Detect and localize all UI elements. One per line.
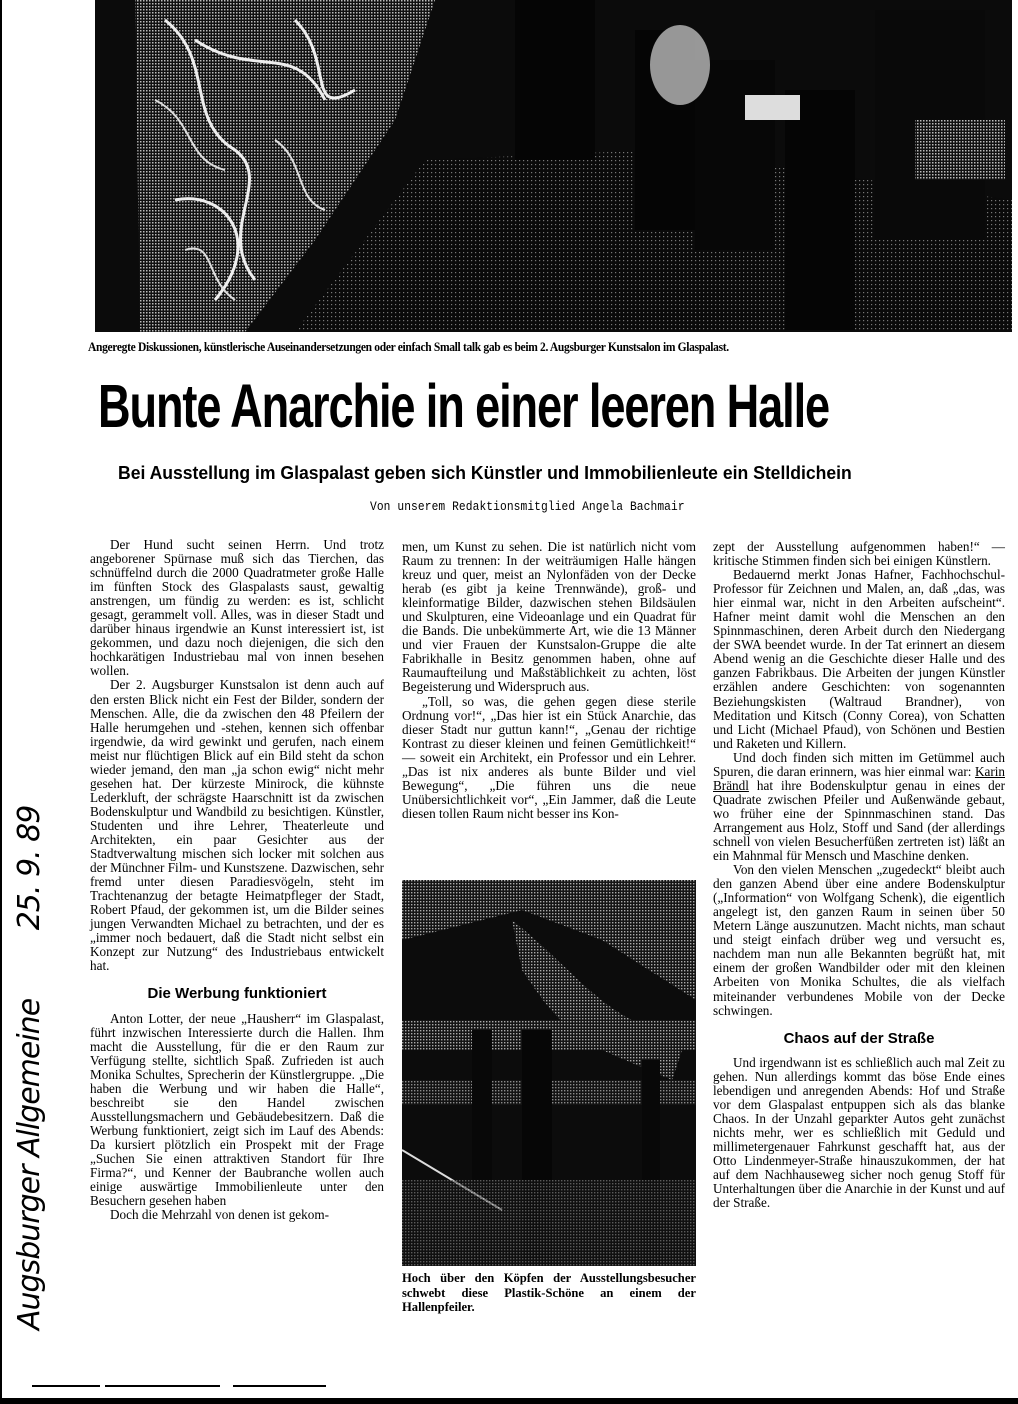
paragraph [713, 751, 1005, 863]
photo-graphic [95, 0, 1012, 332]
paragraph: men, um Kunst zu sehen. Die ist natürlich nicht vom Raum zu trennen: In der weiträumigen Halle hängen kreuz und quer, meist an Nylonfäden von der Decke herab (es gibt ja keine Trennwände), groß- und kleinformatige Bilder, dazwischen stehen Bildsäulen und Skulpturen, eine Videoanlage und ein Quadrat für die Bands. Die unbekümmerte Art, wie die 13 Männer und vier Frauen der Kunstsalon-Gruppe die alte Fabrikhalle in Besitz genommen haben, ohne auf Raumaufteilung und Maßstäblichkeit zu achten, löst Begeisterung und Widerspruch aus. [402, 539, 696, 695]
paragraph: Und irgendwann ist es schließlich auch mal Zeit zu gehen. Nun allerdings kommt das böse Ende eines lebendigen und anregenden Abends: Hof und Straße vor dem Glaspalast entpuppen sich als das blanke Chaos. In der Unzahl geparkter Autos geht zunächst nichts mehr, wer es schließlich mit Geduld und millimetergenauer Fahrkunst geschafft hat, aus der Otto Lindenmeyer-Straße hinauszukommen, der hat auf dem Nachhauseweg sicher noch genug Stoff für Unterhaltungen über die Anarchie in der Kunst und auf der Straße. [713, 1054, 1005, 1211]
paragraph: Der 2. Augsburger Kunstsalon ist denn auch auf den ersten Blick nicht ein Fest der Bilder, sondern der Menschen. Alle, die da zwischen den 48 Pfeilern der Halle herumgehen und -stehen, kennen sich offenbar irgendwie, da wird gewinkt und gerufen, nach einem meist nur flüchtigen Blick auf ein Bild steht da schon wieder jemand, den man „ja schon ewig“ nicht mehr gesehen hat. Der kürzeste Minirock, die kühnste Lederkluft, der schrägste Haarschnitt ist da zwischen Bodenskulptur und Wandbild zu besichtigen. Künstler, Studenten und ihre Lehrer, Theaterleute und Architekten, ein paar Gesichter aus der Stadtverwaltung mischen sich locker mit solchen aus der Münchner Film- und Kunstszene. Dazwischen, sehr fremd unter diesen Paradiesvögeln, steht im Trachtenanzug der betagte Heimatpfleger der Stadt, Robert Pfaud, der gekommen ist, um die Bilder seines jungen Verwandten Michael zu betrachten, und der es „immer noch bedauert, daß die Stadt nicht selbst ein Konzept zur Nutzung“ des Industriebaus entwickelt hat. [90, 677, 384, 974]
section-heading: Chaos auf der Straße [783, 1029, 935, 1047]
scan-bottom-border [0, 1398, 1018, 1404]
handwritten-source-note [12, 770, 72, 1330]
paragraph: Bedauernd merkt Jonas Hafner, Fachhochschul-Professor für Zeichnen und Malen, an, daß „das, was hier einmal war, nicht in den Arbeiten aufscheint“. Hafner meint damit wohl die Menschen an den Spinnmaschinen, deren Arbeit durch den Niedergang der SWA beendet wurde. In der Tat erinnert an diesem Abend wenig an die Geschichte dieser Halle und des ganzen Fabrikbaus. Die Arbeiten der jungen Künstler erzählen andere Geschichten: von sogenannten Beziehungskisten (Waltraud Brandner), von Meditation und Kitsch (Conny Corea), von Schatten und Licht (Michael Pfaud), von Schönen und Bestien und Raketen und Killern. [713, 567, 1005, 751]
paragraph: Der Hund sucht seinen Herrn. Und trotz angeborener Spürnase muß sich das Tierchen, das schnüffelnd durch die 2000 Quadratmeter große Halle im fünften Stock des Glaspalasts saust, gewaltig anstrengen, um fündig zu werden: es ist, schlicht gesagt, gerammelt voll. Alles, was in dieser Stadt und darüber hinaus irgendwie an Kunst interessiert ist, ist gekommen, und dazu noch diejenigen, die sich den hochkarätigen Industriebau mal von innen besehen wollen. [90, 537, 384, 679]
article-column-3 [713, 540, 1005, 1210]
bottom-rule [105, 1385, 220, 1387]
exhibition-hall-photo [95, 0, 1012, 332]
paragraph: zept der Ausstellung aufgenommen haben!“ — kritische Stimmen finden sich bei einigen Künstlern. [713, 539, 1005, 569]
top-photo-caption: Angeregte Diskussionen, künstlerische Auseinandersetzungen oder einfach Small talk gab es beim 2. Augsburger Kunstsalon im Glaspalast. [88, 340, 729, 354]
paragraph: Von den vielen Menschen „zugedeckt“ bleibt auch den ganzen Abend über eine andere Bodenskulptur („Information“ von Wolfgang Schenk), die eigentlich angelegt ist, den ganzen Raum in seinen über 50 Metern Länge auszunutzen. Macht nichts, man schaut und steigt einfach drüber weg und versucht es, nachdem man nun alle Bekannten begrüßt hat, mit einem der großen Wandbilder oder mit den kleinen Arbeiten von Monika Schultes, die als vielfach miteinander verbundenes Mobile von der Decke schwingen. [713, 862, 1005, 1018]
headline: Bunte Anarchie in einer leeren Halle [98, 372, 830, 440]
sculpture-photo-caption: Hoch über den Köpfen der Ausstellungsbesucher schwebt diese Plastik-Schöne an einem der Hallenpfeiler. [402, 1271, 696, 1314]
bottom-rule [233, 1385, 326, 1387]
scan-left-border [0, 0, 2, 1404]
photo-graphic [402, 880, 696, 1266]
subheadline: Bei Ausstellung im Glaspalast geben sich Künstler und Immobilienleute ein Stelldichein [118, 462, 852, 483]
paragraph: „Toll, so was, die gehen gegen diese sterile Ordnung vor!“, „Das hier ist ein Stück Anarchie, das dieser Stadt nur guttun kann!“, „Genau der richtige Kontrast zu dieser kleinen und feinen Gemütlichkeit!“ — soweit ein Architekt, ein Professor und ein Lehrer. „Das ist nix anderes als bunte Bilder und viel Bewegung“, „Die führen uns die neue Unübersichtlichkeit vor“, „Ein Jammer, daß die Leute diesen tollen Raum nicht besser ins Kon- [402, 693, 696, 821]
byline: Von unserem Redaktionsmitglied Angela Bachmair [370, 500, 685, 514]
sculpture-photo [402, 880, 696, 1266]
text-run: hat ihre Bodenskulptur genau in eines der Quadrate zwischen Pfeiler und Außenwände gebaut, wo früher eine der Spinnmaschinen stand. Das Arrangement aus Holz, Stoff und Sand (der allerdings schnell von vielen Besucherfüßen zertreten ist) läßt an ein Mahnmal für Mensch und Maschine denken. [713, 777, 1005, 864]
handwritten-source: Augsburger Allgemeine [12, 998, 47, 1330]
section-heading: Die Werbung funktioniert [147, 985, 327, 1003]
bottom-rule [32, 1385, 100, 1387]
underlined-name: Karin Brändl [713, 763, 1005, 793]
article-column-2 [402, 540, 696, 821]
article-column-1 [90, 538, 384, 1222]
handwritten-date: 25. 9. 89 [12, 805, 47, 931]
paragraph: Anton Lotter, der neue „Hausherr“ im Glaspalast, führt inzwischen Interessierte durch die Hallen. Ihm macht die Ausstellung, für die er den Raum zur Verfügung stellte, sichtlich Spaß. Zufrieden ist auch Monika Schultes, Sprecherin der Künstlergruppe. „Die haben die Werbung und wir haben die Halle“, beschreibt sie den Handel zwischen Ausstellungsmachern und Gebäudebesitzern. Daß die Werbung funktioniert, zeigt sich im Lauf des Abends: Da kursiert plötzlich ein Prospekt mit der Frage „Suchen Sie einen attraktiven Standort für Ihre Firma?“, und Kenner der Baubranche wollen auch einige auswärtige Immobilienleute unter den Besuchern gesehen haben [90, 1010, 384, 1209]
paragraph: Doch die Mehrzahl von denen ist gekom- [110, 1207, 329, 1223]
text-run: Und doch finden sich mitten im Getümmel auch Spuren, die daran erinnern, was hier einmal war: [713, 749, 1005, 779]
